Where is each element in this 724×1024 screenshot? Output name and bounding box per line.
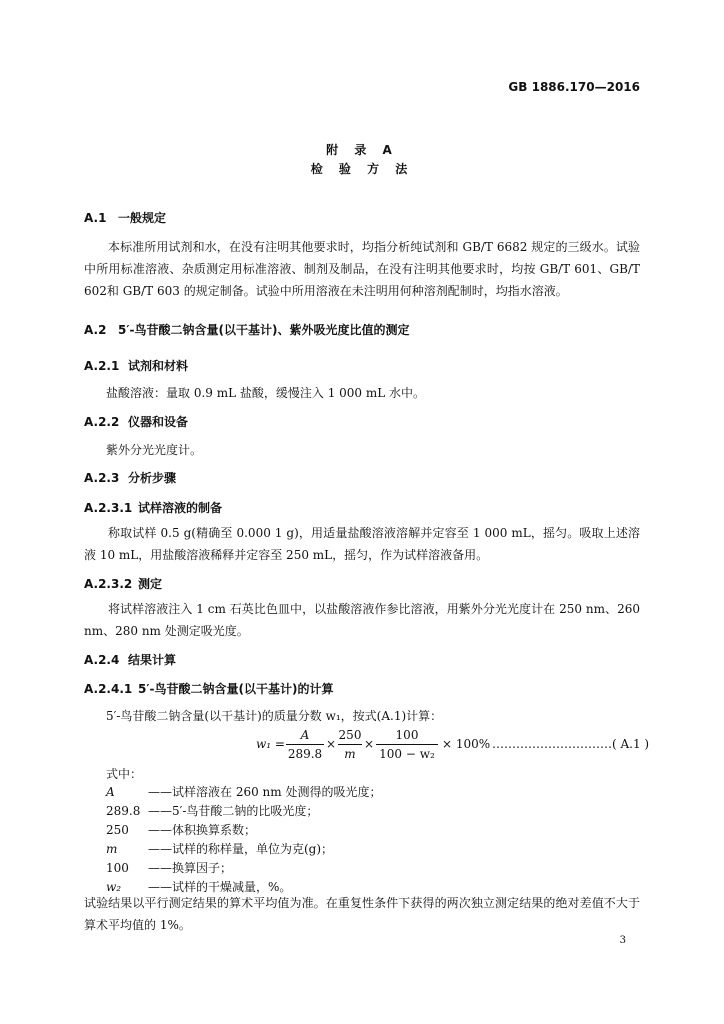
fraction-2 — [338, 727, 362, 762]
times-sign: × — [364, 737, 375, 751]
section-title: 试剂和材料 — [128, 359, 189, 373]
definition-text: ——试样的称样量，单位为克(g)； — [148, 842, 334, 856]
standard-number: GB 1886.170—2016 — [508, 80, 640, 94]
paragraph-a22: 紫外分光光度计。 — [106, 443, 203, 457]
definition-item — [106, 783, 381, 800]
section-title: 分析步骤 — [128, 471, 177, 485]
paragraph-a1: 本标准所用试剂和水，在没有注明其他要求时，均指分析纯试剂和 GB/T 6682 规定的三级水。试验中所用标准溶液、杂质测定用标准溶液、制剂及制品，在没有注明其他要求时，均按 GB/T 601、GB/T 602和 GB/T 603 的规定制备。试验中所用溶液在未注明用何种溶剂配制时，均指水溶液。 — [84, 240, 640, 298]
numerator: 250 — [338, 728, 362, 742]
denominator: m — [344, 747, 356, 761]
fraction-1 — [286, 727, 324, 762]
formula-a1 — [256, 727, 650, 761]
section-heading-a22 — [84, 413, 188, 430]
definition-symbol: A — [106, 785, 115, 799]
section-heading-a231 — [84, 499, 222, 516]
formula-tail: × 100% — [442, 737, 491, 751]
section-title: 5′-鸟苷酸二钠含量(以干基计)的计算 — [138, 682, 334, 696]
denominator: 100 − w₂ — [379, 747, 435, 761]
where-label: 式中： — [106, 767, 143, 781]
section-number: A.2.4 — [84, 653, 120, 667]
definition-item — [106, 859, 232, 876]
section-title: 结果计算 — [128, 653, 177, 667]
page-number: 3 — [619, 935, 626, 946]
formula-lhs: w₁ = — [256, 737, 285, 751]
section-title: 测定 — [138, 577, 163, 591]
section-heading-a24 — [84, 651, 176, 668]
times-sign: × — [326, 737, 337, 751]
section-number: A.2 — [84, 323, 107, 337]
numerator: 100 — [395, 728, 419, 742]
paragraph-a232: 将试样溶液注入 1 cm 石英比色皿中，以盐酸溶液作参比溶液，用紫外分光光度计在 250 nm、260 nm、280 nm 处测定吸光度。 — [84, 602, 640, 638]
section-title: 试样溶液的制备 — [138, 501, 223, 515]
definition-symbol: 100 — [106, 861, 129, 875]
fraction-3 — [376, 727, 438, 762]
fraction-bar — [286, 744, 324, 745]
numerator: A — [300, 728, 310, 742]
definition-symbol: m — [106, 842, 118, 856]
section-title: 5′-鸟苷酸二钠含量(以干基计)、紫外吸光度比值的测定 — [118, 323, 410, 337]
definition-text: ——5′-鸟苷酸二钠的比吸光度； — [148, 804, 319, 818]
definition-text: ——试样溶液在 260 nm 处测得的吸光度； — [148, 785, 382, 799]
section-heading-a21 — [84, 357, 188, 374]
definition-text: ——换算因子； — [148, 861, 233, 875]
definition-symbol: 250 — [106, 823, 129, 837]
equation-label: …………………………( A.1 ) — [492, 737, 650, 751]
section-number: A.2.3 — [84, 471, 120, 485]
section-number: A.1 — [84, 211, 107, 225]
appendix-title: 附 录 A — [326, 143, 398, 157]
definition-text: ——体积换算系数； — [148, 823, 257, 837]
fraction-bar — [376, 744, 438, 745]
paragraph-final: 试验结果以平行测定结果的算术平均值为准。在重复性条件下获得的两次独立测定结果的绝对差值不大于算术平均值的 1%。 — [84, 896, 640, 932]
section-number: A.2.1 — [84, 359, 120, 373]
section-heading-a23 — [84, 469, 176, 486]
section-number: A.2.2 — [84, 415, 120, 429]
section-heading-a2 — [84, 321, 409, 338]
section-title: 一般规定 — [118, 211, 167, 225]
definition-item — [106, 821, 256, 838]
definition-item — [106, 840, 333, 857]
fraction-bar — [338, 744, 362, 745]
section-number: A.2.3.2 — [84, 577, 133, 591]
denominator: 289.8 — [287, 747, 323, 761]
section-title: 仪器和设备 — [128, 415, 189, 429]
section-heading-a1 — [84, 209, 166, 226]
definition-item — [106, 802, 318, 819]
paragraph-a21: 盐酸溶液：量取 0.9 mL 盐酸，缓慢注入 1 000 mL 水中。 — [106, 386, 426, 400]
appendix-subtitle: 检 验 方 法 — [310, 162, 414, 176]
formula-intro: 5′-鸟苷酸二钠含量(以干基计)的质量分数 w₁，按式(A.1)计算： — [106, 709, 443, 723]
definition-symbol: w₂ — [106, 880, 122, 894]
paragraph-a231: 称取试样 0.5 g(精确至 0.000 1 g)，用适量盐酸溶液溶解并定容至 1 000 mL，摇匀。吸取上述溶液 10 mL，用盐酸溶液稀释并定容至 250 mL，摇匀，作为试样溶液备用。 — [84, 526, 640, 562]
section-heading-a241 — [84, 680, 333, 697]
section-heading-a232 — [84, 575, 162, 592]
section-number: A.2.4.1 — [84, 682, 133, 696]
definition-text: ——试样的干燥减量，%。 — [148, 880, 292, 894]
definition-symbol: 289.8 — [106, 804, 141, 818]
section-number: A.2.3.1 — [84, 501, 133, 515]
